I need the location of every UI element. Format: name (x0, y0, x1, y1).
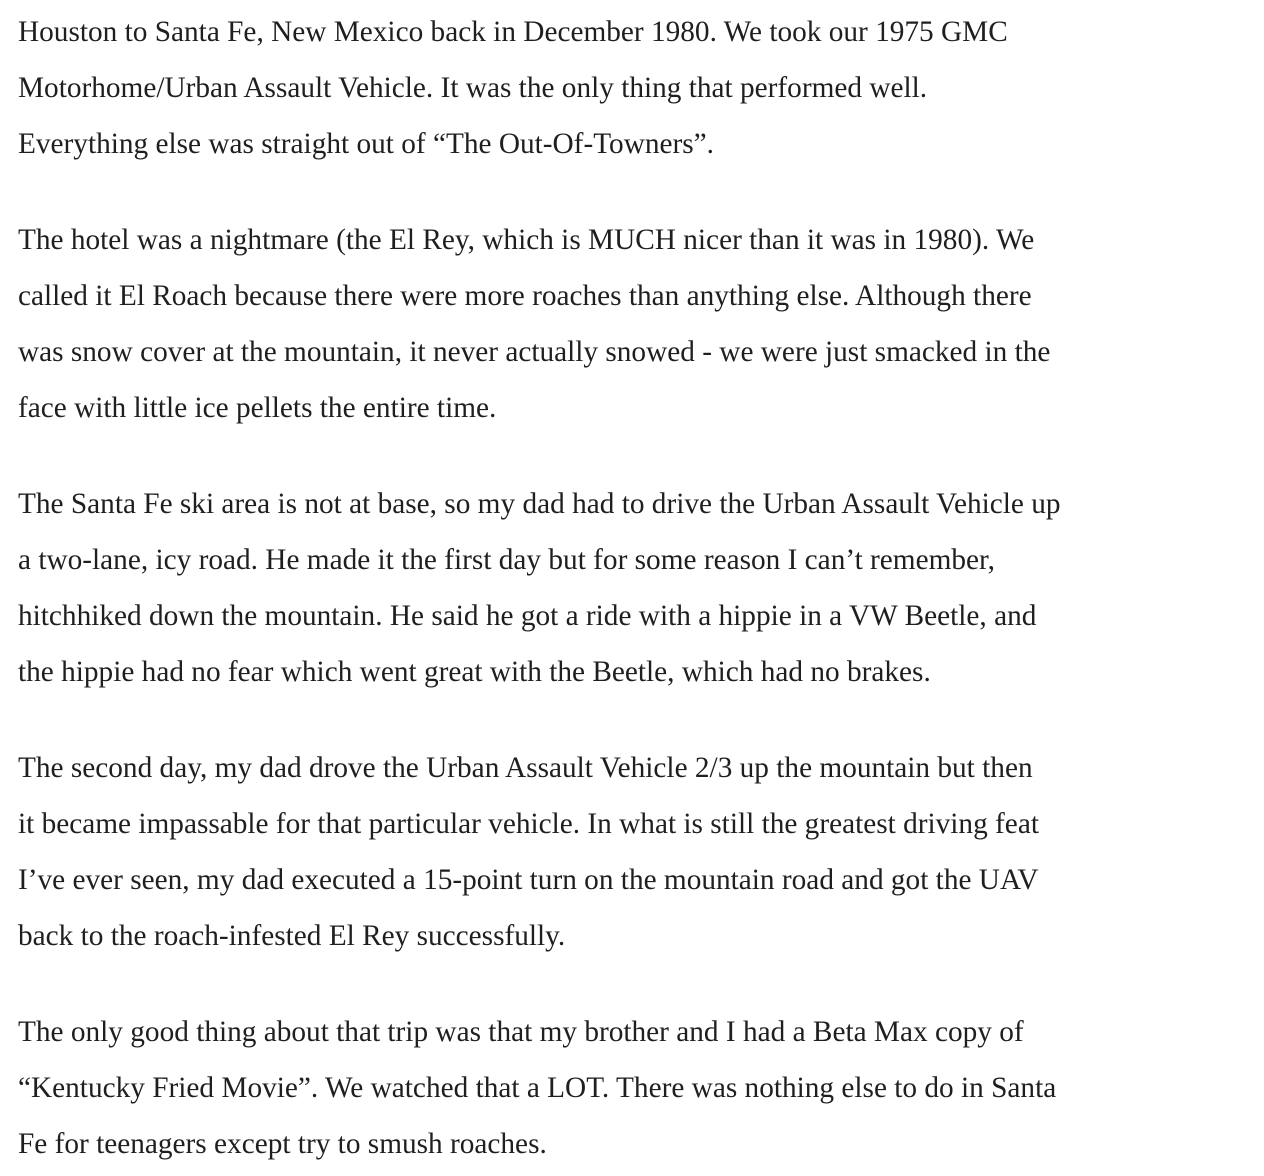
text-line: back to the roach-infested El Rey successfully. (18, 920, 566, 952)
text-line: hitchhiked down the mountain. He said he got a ride with a hippie in a VW Beetle, and (18, 600, 1037, 632)
text-line: was snow cover at the mountain, it never actually snowed - we were just smacked in the (18, 336, 1051, 368)
article-body (18, 4, 1264, 1172)
text-line: I’ve ever seen, my dad executed a 15-point turn on the mountain road and got the UAV (18, 864, 1039, 896)
text-line: The Santa Fe ski area is not at base, so my dad had to drive the Urban Assault Vehicle up (18, 488, 1061, 520)
text-line: Everything else was straight out of “The Out-Of-Towners”. (18, 128, 714, 160)
text-line: Fe for teenagers except try to smush roaches. (18, 1128, 547, 1160)
text-line: it became impassable for that particular vehicle. In what is still the greatest driving feat (18, 808, 1039, 840)
text-line: The only good thing about that trip was that my brother and I had a Beta Max copy of (18, 1016, 1024, 1048)
text-line: The hotel was a nightmare (the El Rey, which is MUCH nicer than it was in 1980). We (18, 224, 1035, 256)
text-line: Motorhome/Urban Assault Vehicle. It was the only thing that performed well. (18, 72, 928, 104)
text-line: called it El Roach because there were more roaches than anything else. Although there (18, 280, 1032, 312)
paragraph-5 (18, 1004, 1264, 1172)
text-line: “Kentucky Fried Movie”. We watched that a LOT. There was nothing else to do in Santa (18, 1072, 1057, 1104)
text-line: the hippie had no fear which went great with the Beetle, which had no brakes. (18, 656, 931, 688)
paragraph-3 (18, 476, 1264, 700)
paragraph-1 (18, 4, 1264, 172)
text-line: Houston to Santa Fe, New Mexico back in December 1980. We took our 1975 GMC (18, 16, 1008, 48)
text-line: a two-lane, icy road. He made it the first day but for some reason I can’t remember, (18, 544, 995, 576)
paragraph-2 (18, 212, 1264, 436)
paragraph-4 (18, 740, 1264, 964)
text-line: The second day, my dad drove the Urban Assault Vehicle 2/3 up the mountain but then (18, 752, 1033, 784)
text-line: face with little ice pellets the entire time. (18, 392, 497, 424)
